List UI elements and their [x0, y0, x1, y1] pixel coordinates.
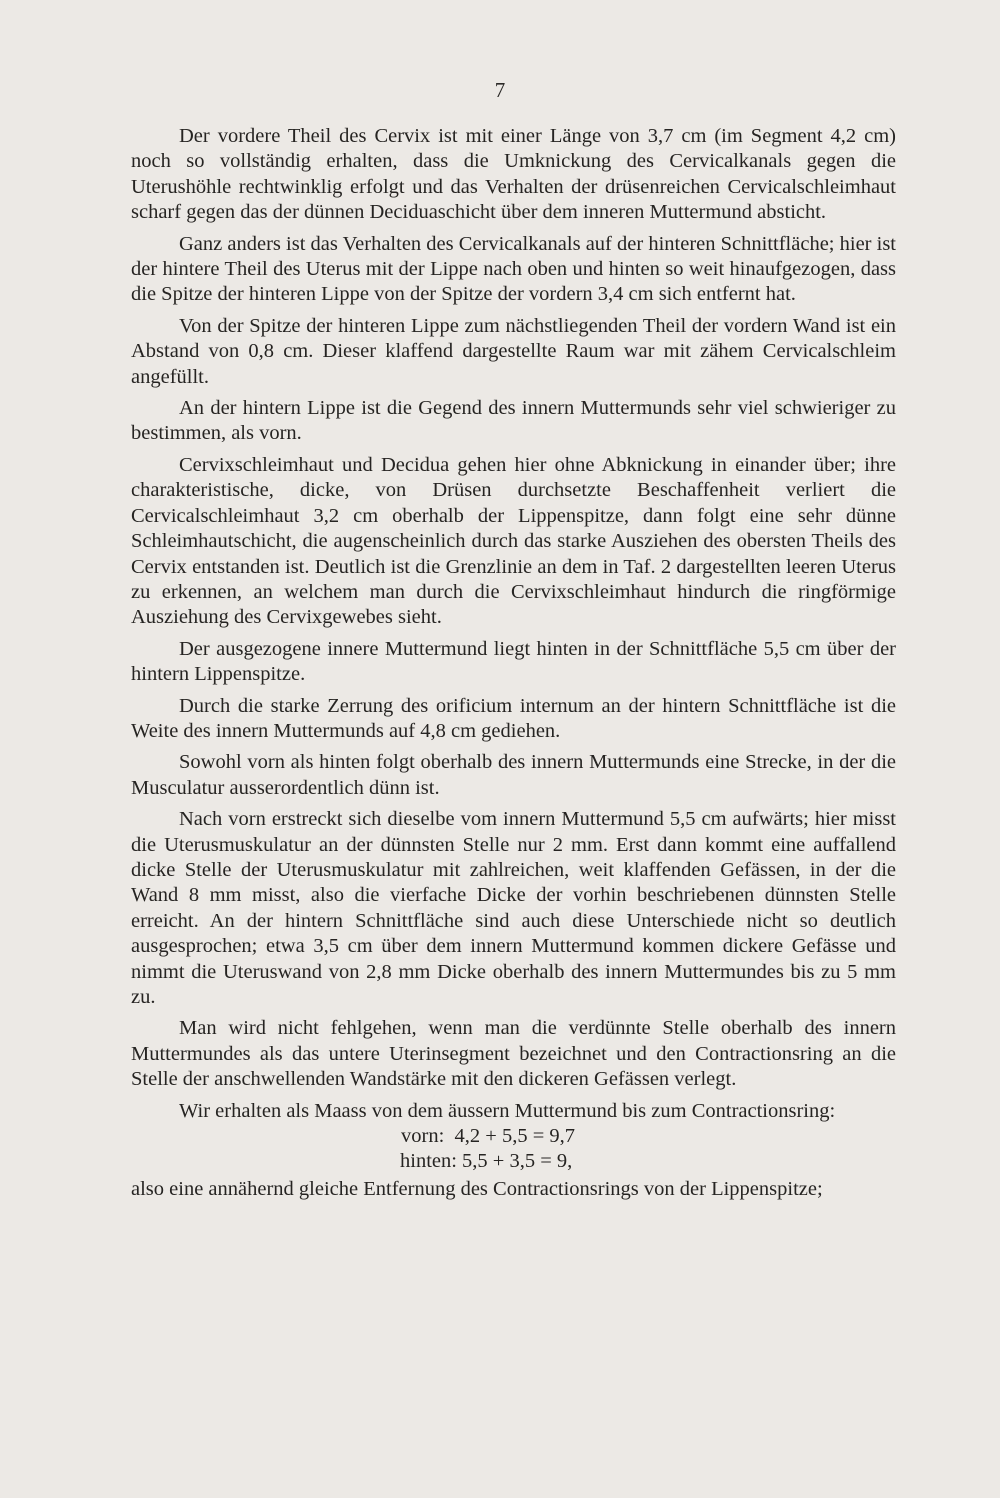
paragraph-lip-distance: Von der Spitze der hinteren Lippe zum nächstliegenden Theil der vordern Wand ist ein Abstand von 0,8 cm. Dieser klaffend dargestellte Raum war mit zähem Cervicalschleim angefüllt. [131, 314, 896, 388]
paragraph-maass: Wir erhalten als Maass von dem äussern Muttermund bis zum Contractionsring: [179, 1099, 836, 1122]
paragraph-nach-vorn: Nach vorn erstreckt sich dieselbe vom innern Muttermund 5,5 cm aufwärts; hier misst die Uterusmuskulatur an der dünnsten Stelle nur 2 mm. Erst dann kommt eine auffallend dicke Stelle der Uterusmuskulatur mit zahlreichen, weit klaffenden Gefässen, in der die Wand 8 mm misst, also die vierfache Dicke der vorhin beschriebenen dünnsten Stelle erreicht. An der hintern Schnittfläche sind auch diese Unterschiede nicht so deutlich ausgesprochen; etwa 3,5 cm über dem innern Muttermund kommen dickere Gefässe und nimmt die Uteruswand von 2,8 mm Dicke oberhalb des innern Muttermundes bis zu 5 mm zu. [131, 808, 896, 1008]
paragraph-musculatur: Sowohl vorn als hinten folgt oberhalb des innern Muttermunds eine Strecke, in der die Musculatur ausserordentlich dünn ist. [131, 751, 896, 799]
paragraph-cervix-back: Ganz anders ist das Verhalten des Cervicalkanals auf der hinteren Schnittfläche; hier ist der hintere Theil des Uterus mit der Lippe nach oben und hinten so weit hinaufgezogen, dass die Spitze der hinteren Lippe von der Spitze der vordern 3,4 cm sich entfernt hat. [131, 232, 896, 306]
page-number: 7 [494, 78, 506, 102]
equation-vorn: vorn: 4,2 + 5,5 = 9,7 [401, 1125, 576, 1148]
paragraph-cervixschleimhaut: Cervixschleimhaut und Decidua gehen hier ohne Abknickung in einander über; ihre charakteristische, dicke, von Drüsen durchsetzte Beschaffenheit verliert die Cervicalschleimhaut 3,2 cm oberhalb der Lippenspitze, dann folgt eine sehr dünne Schleimhautschicht, die augenscheinlich durch das starke Ausziehen des obersten Theils des Cervix entstanden ist. Deutlich ist die Grenzlinie an dem in Taf. 2 dargestellten leeren Uterus zu erkennen, an welchem man durch die Cervixschleimhaut hindurch die ringförmige Ausziehung des Cervixgewebes sieht. [131, 453, 896, 629]
paragraph-orificium: Durch die starke Zerrung des orificium internum an der hintern Schnittfläche ist die Weite des innern Muttermunds auf 4,8 cm gediehen. [131, 694, 896, 742]
paragraph-innere-muttermund: Der ausgezogene innere Muttermund liegt hinten in der Schnittfläche 5,5 cm über der hintern Lippenspitze. [131, 637, 896, 686]
body-text [131, 124, 896, 1202]
paragraph-cervix-front: Der vordere Theil des Cervix ist mit einer Länge von 3,7 cm (im Segment 4,2 cm) noch so vollständig erhalten, dass die Umknickung des Cervicalkanals gegen die Uterushöhle rechtwinklig erfolgt und das Verhalten der drüsenreichen Cervicalschleimhaut scharf gegen das der dünnen Deciduaschicht über dem inneren Muttermund absticht. [131, 125, 896, 224]
paragraph-hintern-lippe: An der hintern Lippe ist die Gegend des innern Muttermunds sehr viel schwieriger zu bestimmen, als vorn. [131, 397, 896, 445]
equation-hinten: hinten: 5,5 + 3,5 = 9, [400, 1150, 573, 1173]
paragraph-uterinsegment: Man wird nicht fehlgehen, wenn man die verdünnte Stelle oberhalb des innern Muttermundes als das untere Uterinsegment bezeichnet und den Contractionsring an die Stelle der anschwellenden Wandstärke mit den dickeren Gefässen verlegt. [131, 1017, 896, 1091]
paragraph-last-line: also eine annähernd gleiche Entfernung des Contractionsrings von der Lippenspitze; [131, 1177, 823, 1200]
